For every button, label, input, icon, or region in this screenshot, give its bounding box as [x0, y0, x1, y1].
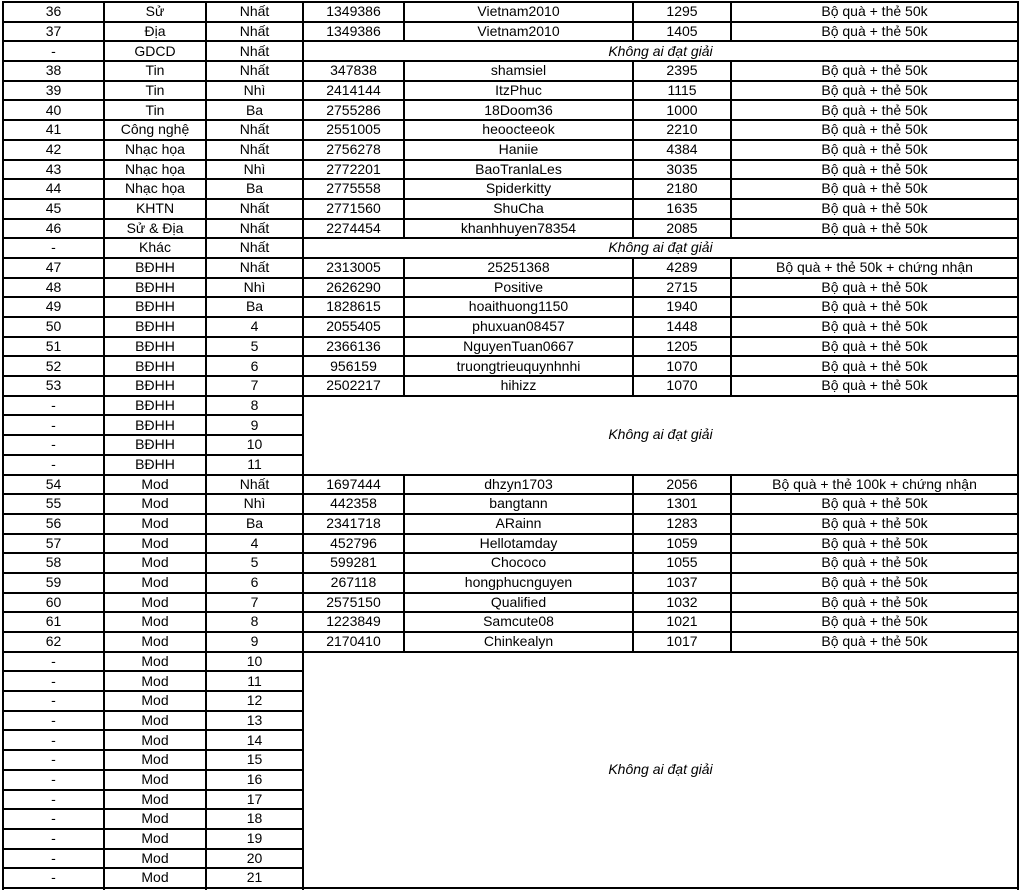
cell-score: 1017 [633, 632, 731, 652]
cell-subject: BĐHH [104, 317, 206, 337]
cell-subject: Nhạc họa [104, 179, 206, 199]
cell-stt: 49 [3, 297, 104, 317]
cell-rank: Nhất [206, 238, 303, 258]
cell-subject: Mod [104, 809, 206, 829]
cell-stt: 55 [3, 494, 104, 514]
cell-stt: 51 [3, 337, 104, 357]
cell-username: Vietnam2010 [404, 22, 633, 42]
cell-score: 2180 [633, 179, 731, 199]
cell-stt: 43 [3, 160, 104, 180]
cell-subject: Mod [104, 711, 206, 731]
cell-id: 2341718 [303, 514, 404, 534]
cell-score: 1055 [633, 553, 731, 573]
table-row [3, 61, 1018, 81]
cell-prize: Bộ quà + thẻ 50k [731, 100, 1018, 120]
cell-prize: Bộ quà + thẻ 50k [731, 120, 1018, 140]
table-row [3, 494, 1018, 514]
cell-rank: 5 [206, 337, 303, 357]
cell-stt: - [3, 671, 104, 691]
table-row [3, 297, 1018, 317]
cell-stt: 50 [3, 317, 104, 337]
cell-score: 1070 [633, 376, 731, 396]
cell-rank: Nhất [206, 120, 303, 140]
cell-username: Qualified [404, 593, 633, 613]
cell-prize: Bộ quà + thẻ 50k [731, 632, 1018, 652]
cell-prize: Bộ quà + thẻ 50k [731, 297, 1018, 317]
cell-prize: Bộ quà + thẻ 50k [731, 534, 1018, 554]
cell-username: truongtrieuquynhnhi [404, 356, 633, 376]
cell-subject: Khác [104, 238, 206, 258]
cell-subject: Tin [104, 81, 206, 101]
cell-prize: Bộ quà + thẻ 50k [731, 140, 1018, 160]
cell-score: 1059 [633, 534, 731, 554]
cell-stt: - [3, 711, 104, 731]
cell-prize: Bộ quà + thẻ 50k [731, 278, 1018, 298]
cell-rank: 10 [206, 435, 303, 455]
cell-rank: Nhất [206, 258, 303, 278]
cell-username: heoocteeok [404, 120, 633, 140]
cell-stt: 41 [3, 120, 104, 140]
table-row [3, 475, 1018, 495]
cell-subject: Mod [104, 652, 206, 672]
cell-score: 1037 [633, 573, 731, 593]
cell-subject: BĐHH [104, 356, 206, 376]
cell-rank: 11 [206, 671, 303, 691]
cell-rank: 8 [206, 612, 303, 632]
cell-rank: 16 [206, 770, 303, 790]
cell-id: 442358 [303, 494, 404, 514]
table-row [3, 573, 1018, 593]
cell-username: Samcute08 [404, 612, 633, 632]
cell-rank: Nhì [206, 81, 303, 101]
cell-rank: Nhất [206, 2, 303, 22]
cell-subject: Mod [104, 829, 206, 849]
cell-rank: Nhất [206, 41, 303, 61]
cell-stt: - [3, 652, 104, 672]
cell-subject: Sử [104, 2, 206, 22]
cell-rank: 15 [206, 750, 303, 770]
cell-score: 4384 [633, 140, 731, 160]
cell-rank: 14 [206, 730, 303, 750]
table-row [3, 199, 1018, 219]
cell-rank: 19 [206, 829, 303, 849]
cell-subject: Mod [104, 553, 206, 573]
cell-score: 1283 [633, 514, 731, 534]
table-row [3, 238, 1018, 258]
cell-rank: 10 [206, 652, 303, 672]
cell-score: 2085 [633, 219, 731, 239]
cell-id: 2502217 [303, 376, 404, 396]
table-row [3, 612, 1018, 632]
cell-subject: GDCD [104, 41, 206, 61]
cell-id: 1349386 [303, 2, 404, 22]
cell-stt: 62 [3, 632, 104, 652]
table-row [3, 514, 1018, 534]
cell-subject: BĐHH [104, 455, 206, 475]
cell-id: 2575150 [303, 593, 404, 613]
cell-stt: 36 [3, 2, 104, 22]
cell-subject: Mod [104, 534, 206, 554]
table-row [3, 160, 1018, 180]
cell-rank: Nhì [206, 494, 303, 514]
cell-score: 1032 [633, 593, 731, 613]
cell-username: Vietnam2010 [404, 2, 633, 22]
cell-no-winner: Không ai đạt giải [303, 41, 1018, 61]
cell-stt: - [3, 790, 104, 810]
cell-id: 2626290 [303, 278, 404, 298]
cell-stt: 60 [3, 593, 104, 613]
cell-stt: - [3, 868, 104, 888]
cell-username: Positive [404, 278, 633, 298]
cell-id: 452796 [303, 534, 404, 554]
cell-username: NguyenTuan0667 [404, 337, 633, 357]
table-row [3, 258, 1018, 278]
cell-subject: KHTN [104, 199, 206, 219]
cell-prize: Bộ quà + thẻ 50k [731, 337, 1018, 357]
cell-stt: - [3, 396, 104, 416]
cell-username: BaoTranlaLes [404, 160, 633, 180]
cell-score: 2210 [633, 120, 731, 140]
cell-username: ItzPhuc [404, 81, 633, 101]
cell-score: 1635 [633, 199, 731, 219]
cell-score: 2715 [633, 278, 731, 298]
cell-id: 956159 [303, 356, 404, 376]
table-row [3, 652, 1018, 672]
cell-username: hihizz [404, 376, 633, 396]
cell-id: 2551005 [303, 120, 404, 140]
cell-id: 2771560 [303, 199, 404, 219]
cell-score: 1448 [633, 317, 731, 337]
cell-stt: 38 [3, 61, 104, 81]
cell-prize: Bộ quà + thẻ 50k [731, 219, 1018, 239]
cell-prize: Bộ quà + thẻ 100k + chứng nhận [731, 475, 1018, 495]
cell-rank: 21 [206, 868, 303, 888]
cell-stt: 61 [3, 612, 104, 632]
cell-id: 2170410 [303, 632, 404, 652]
cell-subject: BĐHH [104, 435, 206, 455]
cell-subject: Mod [104, 612, 206, 632]
cell-prize: Bộ quà + thẻ 50k [731, 494, 1018, 514]
cell-id: 2756278 [303, 140, 404, 160]
cell-id: 1349386 [303, 22, 404, 42]
cell-stt: 54 [3, 475, 104, 495]
cell-no-winner: Không ai đạt giải [303, 652, 1018, 888]
cell-stt: 59 [3, 573, 104, 593]
table-row [3, 81, 1018, 101]
cell-subject: Mod [104, 849, 206, 869]
cell-subject: Công nghệ [104, 120, 206, 140]
cell-score: 1940 [633, 297, 731, 317]
table-row [3, 337, 1018, 357]
cell-username: hongphucnguyen [404, 573, 633, 593]
cell-stt: 53 [3, 376, 104, 396]
table-row [3, 553, 1018, 573]
cell-prize: Bộ quà + thẻ 50k [731, 514, 1018, 534]
cell-stt: 46 [3, 219, 104, 239]
cell-rank: Ba [206, 100, 303, 120]
cell-subject: Mod [104, 475, 206, 495]
cell-stt: 40 [3, 100, 104, 120]
cell-prize: Bộ quà + thẻ 50k [731, 356, 1018, 376]
table-row [3, 41, 1018, 61]
cell-rank: Nhất [206, 140, 303, 160]
cell-score: 1405 [633, 22, 731, 42]
cell-prize: Bộ quà + thẻ 50k [731, 2, 1018, 22]
cell-subject: Mod [104, 730, 206, 750]
cell-subject: Mod [104, 593, 206, 613]
cell-rank: 6 [206, 573, 303, 593]
table-row [3, 140, 1018, 160]
cell-id: 2772201 [303, 160, 404, 180]
cell-stt: - [3, 849, 104, 869]
cell-subject: BĐHH [104, 337, 206, 357]
cell-id: 1223849 [303, 612, 404, 632]
cell-rank: Nhất [206, 199, 303, 219]
cell-username: 18Doom36 [404, 100, 633, 120]
cell-stt: - [3, 415, 104, 435]
cell-stt: - [3, 41, 104, 61]
cell-id: 347838 [303, 61, 404, 81]
cell-subject: BĐHH [104, 278, 206, 298]
cell-stt: - [3, 238, 104, 258]
cell-id: 2313005 [303, 258, 404, 278]
cell-username: dhzyn1703 [404, 475, 633, 495]
cell-prize: Bộ quà + thẻ 50k [731, 317, 1018, 337]
table-row [3, 278, 1018, 298]
cell-rank: 20 [206, 849, 303, 869]
cell-stt: 48 [3, 278, 104, 298]
cell-id: 2414144 [303, 81, 404, 101]
cell-score: 2395 [633, 61, 731, 81]
cell-rank: 4 [206, 317, 303, 337]
cell-prize: Bộ quà + thẻ 50k [731, 553, 1018, 573]
cell-stt: 58 [3, 553, 104, 573]
cell-stt: 57 [3, 534, 104, 554]
cell-subject: Mod [104, 770, 206, 790]
cell-stt: 52 [3, 356, 104, 376]
cell-rank: Ba [206, 179, 303, 199]
table-row [3, 179, 1018, 199]
cell-username: Spiderkitty [404, 179, 633, 199]
cell-prize: Bộ quà + thẻ 50k [731, 61, 1018, 81]
cell-rank: 7 [206, 593, 303, 613]
cell-rank: Nhất [206, 475, 303, 495]
table-row [3, 2, 1018, 22]
cell-subject: Tin [104, 61, 206, 81]
cell-username: Chinkealyn [404, 632, 633, 652]
cell-stt: - [3, 750, 104, 770]
cell-subject: BĐHH [104, 376, 206, 396]
cell-rank: Ba [206, 514, 303, 534]
cell-rank: 5 [206, 553, 303, 573]
cell-stt: - [3, 809, 104, 829]
cell-stt: - [3, 730, 104, 750]
cell-subject: Nhạc họa [104, 160, 206, 180]
cell-username: hoaithuong1150 [404, 297, 633, 317]
cell-score: 1021 [633, 612, 731, 632]
cell-rank: Nhất [206, 22, 303, 42]
cell-id: 1828615 [303, 297, 404, 317]
table-row [3, 534, 1018, 554]
cell-stt: 39 [3, 81, 104, 101]
cell-score: 4289 [633, 258, 731, 278]
cell-username: ShuCha [404, 199, 633, 219]
cell-rank: 9 [206, 632, 303, 652]
cell-username: 25251368 [404, 258, 633, 278]
cell-score: 1000 [633, 100, 731, 120]
cell-prize: Bộ quà + thẻ 50k [731, 160, 1018, 180]
cell-subject: BĐHH [104, 297, 206, 317]
cell-stt: - [3, 829, 104, 849]
cell-stt: 56 [3, 514, 104, 534]
cell-stt: - [3, 691, 104, 711]
cell-prize: Bộ quà + thẻ 50k [731, 81, 1018, 101]
cell-subject: Sử & Địa [104, 219, 206, 239]
cell-subject: Mod [104, 671, 206, 691]
cell-rank: 9 [206, 415, 303, 435]
cell-rank: Nhất [206, 61, 303, 81]
cell-id: 1697444 [303, 475, 404, 495]
cell-subject: Mod [104, 868, 206, 888]
table-row [3, 120, 1018, 140]
cell-rank: 7 [206, 376, 303, 396]
cell-rank: Nhì [206, 160, 303, 180]
cell-score: 3035 [633, 160, 731, 180]
cell-rank: 4 [206, 534, 303, 554]
cell-username: shamsiel [404, 61, 633, 81]
cell-id: 2775558 [303, 179, 404, 199]
cell-username: khanhhuyen78354 [404, 219, 633, 239]
cell-id: 267118 [303, 573, 404, 593]
cell-subject: Địa [104, 22, 206, 42]
cell-username: Hellotamday [404, 534, 633, 554]
cell-subject: Mod [104, 750, 206, 770]
cell-username: Haniie [404, 140, 633, 160]
cell-subject: BĐHH [104, 258, 206, 278]
cell-subject: BĐHH [104, 415, 206, 435]
cell-id: 2274454 [303, 219, 404, 239]
cell-rank: Ba [206, 297, 303, 317]
cell-rank: 12 [206, 691, 303, 711]
cell-stt: - [3, 455, 104, 475]
cell-prize: Bộ quà + thẻ 50k [731, 22, 1018, 42]
cell-rank: Nhất [206, 219, 303, 239]
cell-rank: 18 [206, 809, 303, 829]
table-row [3, 22, 1018, 42]
cell-no-winner: Không ai đạt giải [303, 238, 1018, 258]
cell-stt: 37 [3, 22, 104, 42]
cell-rank: 13 [206, 711, 303, 731]
table-row [3, 317, 1018, 337]
cell-stt: 42 [3, 140, 104, 160]
table-row [3, 632, 1018, 652]
cell-subject: Mod [104, 494, 206, 514]
cell-score: 1115 [633, 81, 731, 101]
cell-prize: Bộ quà + thẻ 50k [731, 199, 1018, 219]
cell-prize: Bộ quà + thẻ 50k [731, 612, 1018, 632]
cell-prize: Bộ quà + thẻ 50k [731, 573, 1018, 593]
table-row [3, 100, 1018, 120]
cell-id: 2755286 [303, 100, 404, 120]
table-row [3, 219, 1018, 239]
cell-no-winner: Không ai đạt giải [303, 396, 1018, 475]
table-row [3, 356, 1018, 376]
cell-score: 1301 [633, 494, 731, 514]
cell-score: 1070 [633, 356, 731, 376]
cell-rank: 17 [206, 790, 303, 810]
cell-prize: Bộ quà + thẻ 50k [731, 593, 1018, 613]
table-row [3, 593, 1018, 613]
cell-subject: Mod [104, 514, 206, 534]
cell-id: 599281 [303, 553, 404, 573]
cell-username: ARainn [404, 514, 633, 534]
cell-score: 1295 [633, 2, 731, 22]
cell-rank: Nhì [206, 278, 303, 298]
results-table-body [3, 2, 1018, 890]
cell-id: 2055405 [303, 317, 404, 337]
cell-subject: Mod [104, 573, 206, 593]
cell-rank: 6 [206, 356, 303, 376]
cell-id: 2366136 [303, 337, 404, 357]
cell-prize: Bộ quà + thẻ 50k [731, 179, 1018, 199]
cell-subject: Nhạc họa [104, 140, 206, 160]
cell-subject: Tin [104, 100, 206, 120]
cell-stt: 45 [3, 199, 104, 219]
cell-subject: Mod [104, 790, 206, 810]
cell-score: 1205 [633, 337, 731, 357]
cell-stt: - [3, 435, 104, 455]
cell-subject: Mod [104, 632, 206, 652]
cell-subject: BĐHH [104, 396, 206, 416]
cell-username: bangtann [404, 494, 633, 514]
cell-username: Chococo [404, 553, 633, 573]
results-table [2, 1, 1019, 890]
cell-username: phuxuan08457 [404, 317, 633, 337]
cell-score: 2056 [633, 475, 731, 495]
table-row [3, 376, 1018, 396]
cell-stt: - [3, 770, 104, 790]
cell-prize: Bộ quà + thẻ 50k + chứng nhận [731, 258, 1018, 278]
cell-stt: 47 [3, 258, 104, 278]
cell-rank: 11 [206, 455, 303, 475]
cell-stt: 44 [3, 179, 104, 199]
cell-rank: 8 [206, 396, 303, 416]
cell-prize: Bộ quà + thẻ 50k [731, 376, 1018, 396]
table-row [3, 396, 1018, 416]
cell-subject: Mod [104, 691, 206, 711]
